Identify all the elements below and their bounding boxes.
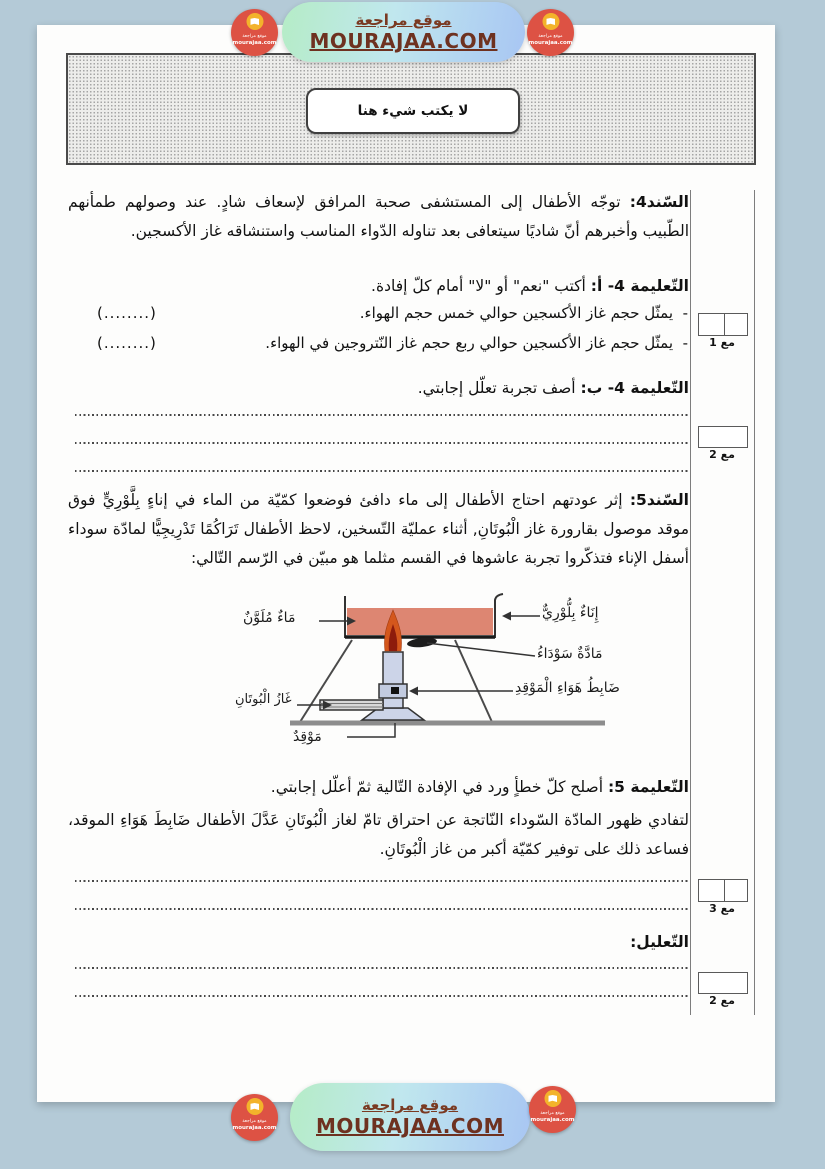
badge-text-arabic: موقع مراجعة <box>242 34 267 39</box>
statement-item-1 <box>97 304 688 322</box>
label-glass-vessel: إِنَاءٌ بِلُّوْرِيٌّ <box>542 605 599 621</box>
statement-text: - يمثّل حجم غاز الأكسجين حوالي خمس حجم الهواء. <box>359 304 688 322</box>
statement-item-2 <box>97 334 688 352</box>
label-burner: مَوْقِدٌ <box>293 729 322 745</box>
site-domain: MOURAJAA.COM <box>309 29 498 53</box>
instruction-5-label: التّعليمة 5: <box>607 778 689 796</box>
experiment-diagram <box>235 588 675 760</box>
footer-brand-pill <box>290 1083 530 1151</box>
book-icon <box>246 1098 263 1115</box>
no-write-band <box>66 53 756 165</box>
statement-text: - يمثّل حجم غاز الأكسجين حوالي ربع حجم غاز النّتروجين في الهواء. <box>265 334 688 352</box>
site-domain: MOURAJAA.COM <box>316 1114 504 1138</box>
answer-slot-1: (........) <box>97 304 157 322</box>
score-box-3 <box>698 879 748 902</box>
instruction-4b-text: أصف تجربة تعلّل إجابتي. <box>417 379 576 397</box>
instruction-5-text: أصلح كلّ خطأٍ ورد في الإفادة التّالية ثمّ أعلّل إجابتي. <box>270 778 603 796</box>
site-name-arabic: موقع مراجعة <box>355 11 452 29</box>
instruction-5 <box>68 773 689 802</box>
label-butane-gas: غَازُ الْبُوتَانِ <box>235 692 292 707</box>
score-box-1-label: مع 1 <box>709 336 735 349</box>
score-box-2-label: مع 2 <box>709 448 735 461</box>
book-icon <box>544 1090 561 1107</box>
instruction-4a-text: أكتب "نعم" أو "لا" أمام كلّ إفادة. <box>371 277 586 295</box>
brand-badge-left <box>231 1094 278 1141</box>
score-box-1 <box>698 313 748 336</box>
badge-text-arabic: موقع مراجعة <box>540 1111 565 1116</box>
sanad4-label: السّند4: <box>629 193 689 211</box>
instruction-4a-label: التّعليمة 4- أ: <box>590 277 689 295</box>
dotted-answer-line <box>75 414 690 416</box>
badge-text-domain: mourajaa.com <box>232 1125 277 1131</box>
score-box-2 <box>698 426 748 448</box>
brand-badge-left <box>231 9 278 56</box>
badge-text-domain: mourajaa.com <box>528 40 573 46</box>
dotted-answer-line <box>75 880 690 882</box>
instruction-4a <box>68 272 689 301</box>
sanad4-paragraph <box>68 188 689 246</box>
site-name-arabic: موقع مراجعة <box>361 1096 459 1114</box>
statement-paragraph <box>68 806 689 864</box>
sanad5-text: إثر عودتهم احتاج الأطفال إلى ماء دافئ فوضعوا كمّيّة من الماء في إناءٍ بِلَّوْرِيٍّ فوق موقد موصول بقارورة غاز الْبُوتَانِ, أثناء عمليّة التّسخين، لاحظ الأطفال تَرَاكُمًا تَدْرِيجِيًّا لمادّة سوداء أسفل الإناء فتذكّروا تجربة عاشوها في القسم مثلما هو مبيّن في الرّسم التّالي: <box>68 491 689 567</box>
header-brand-pill <box>282 2 525 62</box>
statement-paragraph-text: لتفادي ظهور المادّة السّوداء النّاتجة عن احتراق تامّ لغاز الْبُوتَانِ عَدَّلَ الأطفال ضَابِطَ هَوَاءِ الموقد، فساعد ذلك على توفير كمّيّة أكبر من غاز الْبُوتَانِ. <box>68 811 689 858</box>
sanad4-text: توجّه الأطفال إلى المستشفى صحبة المرافق لإسعاف شادٍ. عند وصولهم طمأنهم الطّبيب وأخبرهم أنّ شاديًا سيتعافى بعد تناوله الدّواء المناسب واستنشاقه غاز الأكسجين. <box>68 193 689 240</box>
sanad5-label: السّند5: <box>629 491 689 509</box>
label-colored-water: مَاءٌ مُلَوَّنٌ <box>243 610 296 626</box>
instruction-4b <box>68 374 689 403</box>
sanad5-paragraph <box>68 486 689 573</box>
exam-paper <box>37 25 775 1102</box>
reasoning-label: التّعليل: <box>630 933 689 951</box>
reasoning-heading <box>68 928 689 957</box>
score-box-4-label: مع 2 <box>709 994 735 1007</box>
badge-text-domain: mourajaa.com <box>530 1117 575 1123</box>
score-box-3-label: مع 3 <box>709 902 735 915</box>
dotted-answer-line <box>75 442 690 444</box>
dotted-answer-line <box>75 470 690 472</box>
dotted-answer-line <box>75 995 690 997</box>
dotted-answer-line <box>75 967 690 969</box>
no-write-box <box>306 88 520 134</box>
label-black-material: مَادَّةٌ سَوْدَاءُ <box>537 646 603 662</box>
score-box-4 <box>698 972 748 994</box>
no-write-text: لا يكتب شيء هنا <box>357 103 469 119</box>
label-air-regulator: ضَابِطُ هَوَاءِ الْمَوْقِدِ <box>515 680 620 696</box>
book-icon <box>246 13 263 30</box>
dotted-answer-line <box>75 908 690 910</box>
answer-slot-2: (........) <box>97 334 157 352</box>
badge-text-domain: mourajaa.com <box>232 40 277 46</box>
brand-badge-right <box>527 9 574 56</box>
book-icon <box>542 13 559 30</box>
brand-badge-right <box>529 1086 576 1133</box>
badge-text-arabic: موقع مراجعة <box>538 34 563 39</box>
badge-text-arabic: موقع مراجعة <box>242 1119 267 1124</box>
instruction-4b-label: التّعليمة 4- ب: <box>580 379 689 397</box>
